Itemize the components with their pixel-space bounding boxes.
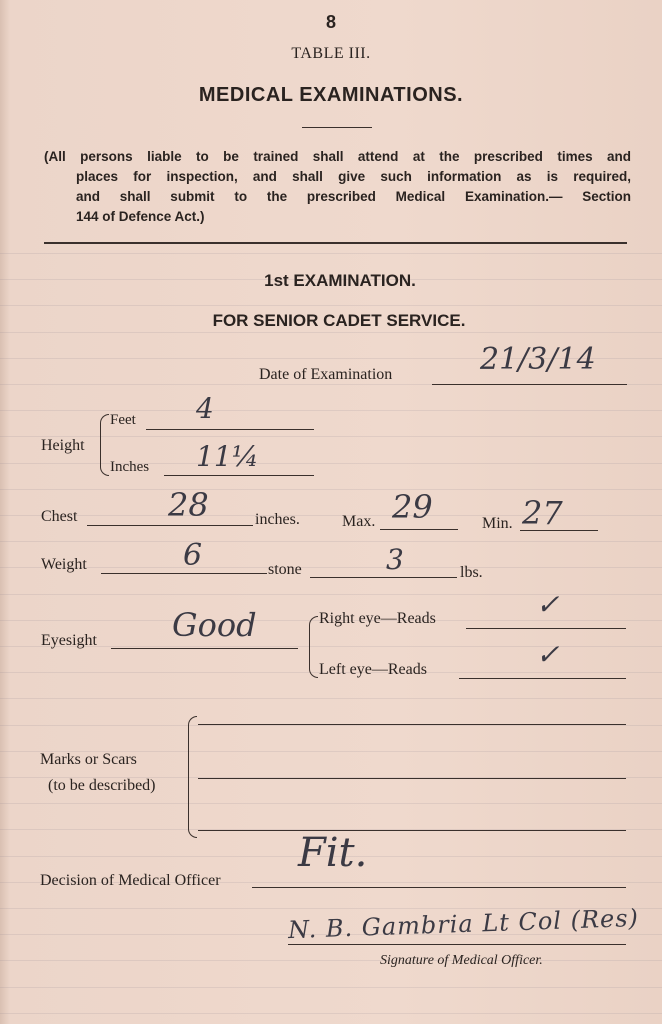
page-number: 8 (326, 12, 337, 32)
ruled-line (0, 594, 662, 595)
feet-label: Feet (110, 412, 136, 428)
ruled-line (0, 646, 662, 647)
notice-line: 144 of Defence Act.) (76, 209, 205, 224)
ruled-line (0, 725, 662, 726)
weight-lbs-value: 3 (386, 543, 404, 576)
marks-line-3 (198, 830, 626, 831)
max-value: 29 (392, 488, 433, 526)
chest-value: 28 (168, 486, 209, 524)
chest-label: Chest (41, 508, 78, 525)
marks-sublabel: (to be described) (48, 777, 156, 794)
min-value: 27 (522, 494, 563, 532)
right-eye-label: Right eye—Reads (319, 610, 436, 627)
left-eye-line (459, 678, 626, 679)
ruled-line (0, 567, 662, 568)
weight-stone-value: 6 (183, 538, 203, 573)
ruled-line (0, 305, 662, 306)
eye-brace (309, 616, 318, 678)
title-underline (302, 127, 372, 128)
ruled-line (0, 541, 662, 542)
signature-line (288, 944, 626, 945)
eyesight-label: Eyesight (41, 632, 97, 649)
notice-line: (All persons liable to be trained shall attend at the prescribed times and (44, 149, 631, 164)
weight-lbs-line (310, 577, 457, 578)
date-label: Date of Examination (259, 366, 393, 383)
ruled-line (0, 253, 662, 254)
left-eye-value: ✓ (536, 638, 560, 671)
height-brace (100, 414, 109, 476)
notice-line: places for inspection, and shall give such information as is required, (76, 169, 631, 184)
min-label: Min. (482, 515, 513, 532)
height-label: Height (41, 437, 85, 454)
signature-handwritten: N. B. Gambria Lt Col (Res) (287, 903, 640, 945)
marks-label: Marks or Scars (40, 751, 137, 768)
feet-line (146, 429, 314, 430)
ruled-line (0, 332, 662, 333)
decision-value: Fit. (298, 830, 368, 876)
page-title: MEDICAL EXAMINATIONS. (198, 84, 464, 106)
marks-brace (188, 716, 197, 838)
inches-label: Inches (110, 459, 150, 475)
chest-line (87, 525, 253, 526)
inches-value: 11¼ (196, 440, 259, 473)
notice-divider (44, 242, 627, 244)
signature-label: Signature of Medical Officer. (380, 953, 543, 968)
marks-line-2 (198, 778, 626, 779)
lbs-label: lbs. (460, 564, 483, 581)
exam-heading: 1st EXAMINATION. (264, 271, 416, 290)
ruled-line (0, 489, 662, 490)
ruled-line (0, 1013, 662, 1014)
chest-unit: inches. (255, 511, 300, 528)
max-line (380, 529, 458, 530)
ruled-line (0, 410, 662, 411)
ruled-line (0, 987, 662, 988)
left-eye-label: Left eye—Reads (319, 661, 427, 678)
notice-text (44, 147, 631, 227)
weight-label: Weight (41, 556, 87, 573)
decision-label: Decision of Medical Officer (40, 872, 221, 889)
right-eye-value: ✓ (536, 588, 560, 621)
eyesight-value: Good (172, 606, 257, 644)
weight-stone-line (101, 573, 267, 574)
table-label: TABLE III. (291, 45, 371, 62)
right-eye-line (466, 628, 626, 629)
date-value: 21/3/14 (480, 342, 596, 377)
eyesight-line (111, 648, 298, 649)
exam-subheading: FOR SENIOR CADET SERVICE. (212, 311, 466, 330)
ruled-line (0, 698, 662, 699)
inches-line (164, 475, 314, 476)
date-line (432, 384, 627, 385)
feet-value: 4 (196, 392, 214, 425)
notice-line: and shall submit to the prescribed Medical Examination.— Section (76, 189, 631, 204)
ruled-line (0, 960, 662, 961)
max-label: Max. (342, 513, 376, 530)
stone-label: stone (268, 561, 302, 578)
marks-line-1 (198, 724, 626, 725)
decision-line (252, 887, 626, 888)
ruled-line (0, 803, 662, 804)
